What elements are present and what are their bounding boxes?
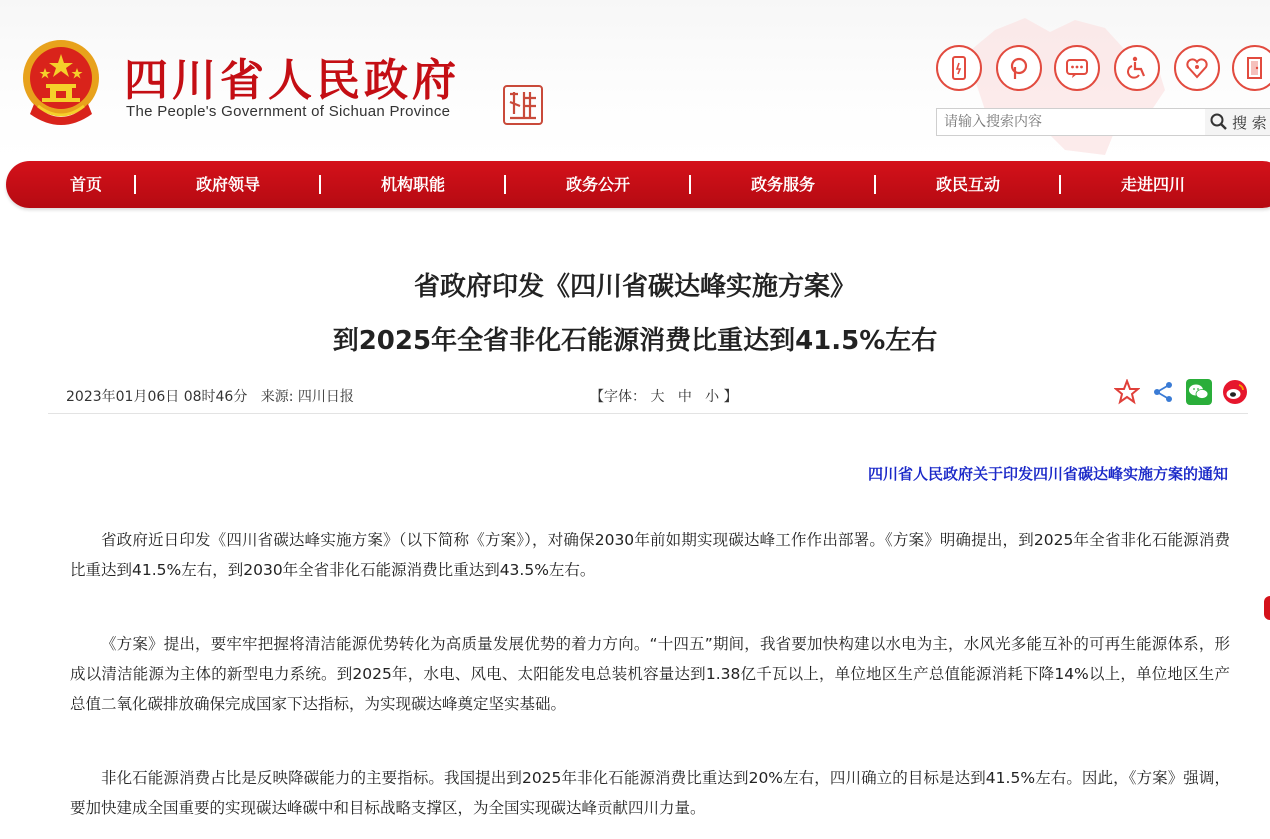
- main-nav: [6, 161, 1270, 208]
- favorite-star-icon[interactable]: [1113, 378, 1141, 406]
- nav-separator: [874, 175, 876, 194]
- message-icon[interactable]: [1054, 45, 1100, 91]
- article-paragraph: 非化石能源消费占比是反映降碳能力的主要指标。我国提出到2025年非化石能源消费比重达到20%左右，四川确立的目标是达到41.5%左右。因此，《方案》强调，要加快建成全国重要的实现碳达峰碳中和目标战略支撑区，为全国实现碳达峰贡献四川力量。: [70, 769, 1230, 817]
- header-icon-row: [936, 45, 1270, 91]
- nav-separator: [504, 175, 506, 194]
- meta-divider: [48, 413, 1248, 414]
- mobile-icon[interactable]: [936, 45, 982, 91]
- nav-item-institutions[interactable]: 机构职能: [380, 175, 446, 194]
- article-source: 来源: 四川日报: [260, 389, 354, 405]
- font-label-close: 】: [723, 389, 738, 405]
- nav-separator: [689, 175, 691, 194]
- logout-door-icon[interactable]: [1232, 45, 1270, 91]
- share-icon[interactable]: [1149, 378, 1177, 406]
- nav-item-leaders[interactable]: 政府领导: [195, 175, 261, 194]
- search-input[interactable]: [936, 108, 1206, 136]
- wechat-icon[interactable]: [1185, 378, 1213, 406]
- font-label-open: 【字体：: [590, 389, 646, 405]
- nav-item-interaction[interactable]: 政民互动: [935, 175, 1001, 194]
- accessibility-icon[interactable]: [1114, 45, 1160, 91]
- nav-separator: [319, 175, 321, 194]
- national-emblem-icon: [20, 38, 102, 126]
- china-seal-icon: [502, 84, 544, 126]
- font-size-large[interactable]: 大: [650, 389, 665, 405]
- article-meta: [66, 386, 354, 406]
- nav-item-gov-affairs[interactable]: 政务公开: [565, 175, 631, 194]
- article-date: 2023年01月06日 08时46分: [66, 389, 248, 405]
- search-button-label: 搜 索: [1232, 113, 1267, 132]
- nav-item-gov-services[interactable]: 政务服务: [750, 175, 816, 194]
- search-button[interactable]: [1205, 108, 1270, 136]
- nav-item-about-sichuan[interactable]: 走进四川: [1120, 175, 1186, 194]
- nav-item-home[interactable]: 首页: [69, 175, 103, 194]
- side-float-tab[interactable]: [1264, 596, 1270, 620]
- article-paragraph: 省政府近日印发《四川省碳达峰实施方案》（以下简称《方案》），对确保2030年前如期实现碳达峰工作作出部署。《方案》明确提出，到2025年全省非化石能源消费比重达到41.5%左右，到2030年全省非化石能源消费比重达到43.5%左右。: [70, 531, 1230, 579]
- site-header: [0, 0, 1270, 160]
- nav-separator: [134, 175, 136, 194]
- article-title-line2: 到2025年全省非化石能源消费比重达到41.5%左右: [332, 326, 938, 356]
- miniprogram-icon[interactable]: [996, 45, 1042, 91]
- elderly-care-icon[interactable]: [1174, 45, 1220, 91]
- article-paragraph: 《方案》提出，要牢牢把握将清洁能源优势转化为高质量发展优势的着力方向。“十四五”期间，我省要加快构建以水电为主，水风光多能互补的可再生能源体系，形成以清洁能源为主体的新型电力系统。到2025年，水电、风电、太阳能发电总装机容量达到1.38亿千瓦以上，单位地区生产总值能源消耗下降14%以上，单位地区生产总值二氧化碳排放确保完成国家下达指标，为实现碳达峰奠定坚实基础。: [70, 635, 1230, 713]
- font-size-small[interactable]: 小: [705, 389, 720, 405]
- article-title-line1: 省政府印发《四川省碳达峰实施方案》: [413, 272, 856, 302]
- font-size-selector: [590, 386, 738, 406]
- related-notice-link[interactable]: 四川省人民政府关于印发四川省碳达峰实施方案的通知: [867, 465, 1228, 483]
- nav-separator: [1059, 175, 1061, 194]
- font-size-medium[interactable]: 中: [677, 389, 692, 405]
- search-icon: [1209, 112, 1229, 132]
- site-subtitle: The People's Government of Sichuan Province: [126, 103, 451, 120]
- weibo-icon[interactable]: [1221, 378, 1249, 406]
- site-title: 四川省人民政府: [124, 55, 460, 106]
